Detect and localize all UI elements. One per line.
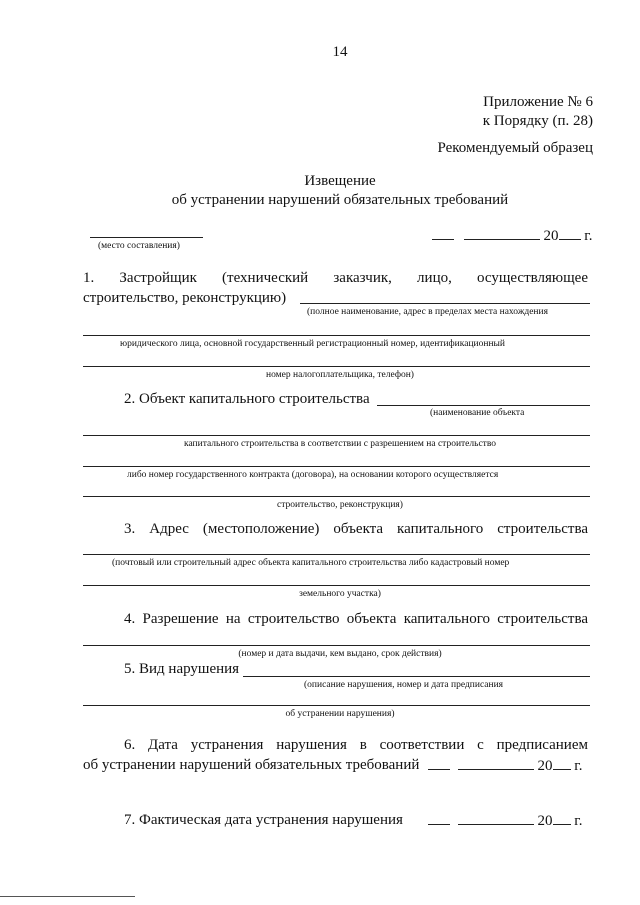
year-prefix-7: 20 [537,813,553,829]
year-suffix-6: г. [574,758,583,774]
violation-field[interactable] [243,676,590,677]
section-1-line-2: строительство, реконструкцию) [83,290,287,306]
section-3-text: 3. Адрес (местоположение) объекта капитального строительства [124,521,588,537]
scan-edge-line [0,896,135,897]
developer-field-2[interactable] [83,335,590,336]
address-field[interactable] [83,554,590,555]
developer-field-3[interactable] [83,366,590,367]
violation-field-2[interactable] [83,705,590,706]
object-field-2[interactable] [83,435,590,436]
page-number: 14 [332,44,348,60]
section-2-caption-4: строительство, реконструкция) [277,500,403,510]
year-suffix: г. [584,228,593,244]
appendix-line-1: Приложение № 6 [483,94,593,110]
place-caption: (место составления) [98,241,180,251]
section-1-caption-3: номер налогоплательщика, телефон) [266,370,414,380]
section-6-line-2: об устранении нарушений обязательных требований [83,757,420,773]
section-4-text: 4. Разрешение на строительство объекта капитального строительства [124,611,588,627]
section-2-caption-2: капитального строительства в соответствии с разрешением на строительство [183,439,497,449]
day-blank-7[interactable] [428,812,450,825]
section-1-caption-1: (полное наименование, адрес в пределах места нахождения [307,307,548,317]
object-field[interactable] [377,405,590,406]
year-blank[interactable] [559,227,581,240]
section-5-caption-2: об устранении нарушения) [285,709,395,719]
section-5-caption-1: (описание нарушения, номер и дата предписания [304,680,504,690]
date-field-top[interactable] [432,227,592,245]
section-4-caption-1: (номер и дата выдачи, кем выдано, срок действия) [238,649,442,659]
section-2-text: 2. Объект капитального строительства [124,391,370,407]
year-blank-6[interactable] [553,757,571,770]
appendix-line-2: к Порядку (п. 28) [482,113,593,129]
year-blank-7[interactable] [553,812,571,825]
year-suffix-7: г. [574,813,583,829]
address-field-2[interactable] [83,585,590,586]
day-blank-6[interactable] [428,757,450,770]
place-field[interactable] [90,237,203,238]
date-field-7[interactable] [428,812,582,830]
permit-field[interactable] [83,645,590,646]
object-field-3[interactable] [83,466,590,467]
year-prefix-6: 20 [537,758,553,774]
section-7-text: 7. Фактическая дата устранения нарушения [124,812,403,828]
year-prefix: 20 [543,228,559,244]
developer-field[interactable] [300,303,590,304]
section-1-line-1: 1. Застройщик (технический заказчик, лицо, осуществляющее [83,270,588,286]
month-blank-6[interactable] [458,757,534,770]
month-blank-7[interactable] [458,812,534,825]
day-blank[interactable] [432,227,454,240]
form-title: Извещение [304,173,376,189]
section-5-text: 5. Вид нарушения [124,661,240,677]
recommended-sample: Рекомендуемый образец [437,140,593,156]
object-field-4[interactable] [83,496,590,497]
month-blank[interactable] [464,227,540,240]
section-3-caption-1: (почтовый или строительный адрес объекта капитального строительства либо кадастровый номер [112,558,510,568]
section-2-caption-1: (наименование объекта [430,408,525,418]
section-6-line-1: 6. Дата устранения нарушения в соответствии с предписанием [124,737,588,753]
section-1-caption-2: юридического лица, основной государственный регистрационный номер, идентификационный [120,339,506,349]
section-2-caption-3: либо номер государственного контракта (договора), на основании которого осуществляется [127,470,499,480]
date-field-6[interactable] [428,757,582,775]
section-3-caption-2: земельного участка) [299,589,381,599]
form-subtitle: об устранении нарушений обязательных требований [171,192,509,208]
